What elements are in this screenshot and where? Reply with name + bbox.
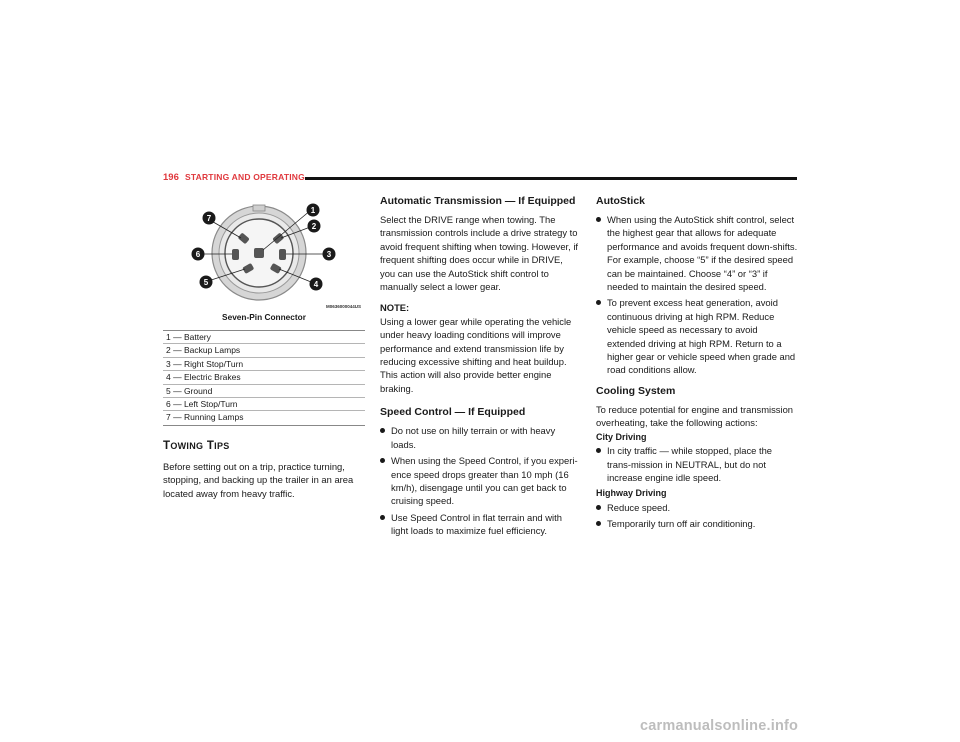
callout-5: 5 bbox=[203, 278, 209, 287]
figure-caption: Seven-Pin Connector bbox=[222, 312, 306, 322]
highway-driving-label: Highway Driving bbox=[596, 488, 667, 499]
bullet-icon bbox=[380, 515, 385, 520]
towing-tips-body: Before setting out on a trip, practice turning, stopping, and backing up the trailer in an area located away from heavy traffic. bbox=[163, 460, 354, 499]
legend-item: 1 — Battery bbox=[163, 331, 365, 344]
section-title: STARTING AND OPERATING bbox=[185, 172, 305, 182]
speed-control-list bbox=[380, 424, 580, 537]
highway-driving-list bbox=[596, 501, 798, 531]
pin-6 bbox=[232, 249, 239, 260]
list-item: Temporarily turn off air conditioning. bbox=[596, 517, 798, 530]
legend-item: 5 — Ground bbox=[163, 385, 365, 398]
autostick-heading: AutoStick bbox=[596, 195, 646, 207]
towing-tips-heading: TOWING TIPS bbox=[163, 439, 230, 452]
callout-1: 1 bbox=[310, 206, 316, 215]
watermark: carmanualsonline.info bbox=[640, 718, 799, 734]
bullet-icon bbox=[596, 448, 601, 453]
legend-item: 3 — Right Stop/Turn bbox=[163, 358, 365, 371]
bullet-icon bbox=[596, 300, 601, 305]
auto-trans-body: Select the DRIVE range when towing. The transmission controls include a drive strategy to avoid frequent shifting when towing. However, if frequent shifting does occur while in DRIVE, you can use the AutoStick shift control to manually select a lower gear. bbox=[380, 214, 579, 293]
list-item: To prevent excess heat generation, avoid continuous driving at high RPM. Reduce vehicle speed as necessary to avoid extended driving at high RPM. Return to a higher gear or vehicle speed when grade and road conditions allow. bbox=[596, 296, 798, 376]
seven-pin-connector-figure bbox=[163, 195, 365, 311]
connector-key-tab bbox=[253, 205, 265, 211]
page-number: 196 bbox=[163, 172, 179, 183]
list-item: Reduce speed. bbox=[596, 501, 798, 514]
callout-2: 2 bbox=[311, 222, 317, 231]
list-item: Use Speed Control in flat terrain and with light loads to maximize fuel efficiency. bbox=[380, 511, 580, 538]
callout-6: 6 bbox=[195, 250, 201, 259]
list-item: Do not use on hilly terrain or with heavy loads. bbox=[380, 424, 580, 451]
column-middle bbox=[380, 195, 580, 541]
note-label: NOTE: bbox=[380, 302, 410, 314]
bullet-icon bbox=[380, 458, 385, 463]
city-driving-label: City Driving bbox=[596, 431, 647, 442]
callout-4: 4 bbox=[313, 280, 319, 289]
seven-pin-connector-illustration bbox=[163, 195, 365, 311]
cooling-heading: Cooling System bbox=[596, 384, 676, 397]
bullet-icon bbox=[596, 521, 601, 526]
figure-code: M0636000044US bbox=[325, 304, 361, 309]
legend-item: 2 — Backup Lamps bbox=[163, 344, 365, 357]
list-item: When using the Speed Control, if you experi-ence speed drops greater than 10 mph (16 km/h), disengage until you can get back to cruising speed. bbox=[380, 454, 580, 508]
legend-item: 4 — Electric Brakes bbox=[163, 371, 365, 384]
legend-item: 6 — Left Stop/Turn bbox=[163, 398, 365, 411]
cooling-intro: To reduce potential for engine and transmission overheating, take the following actions: bbox=[596, 403, 793, 429]
pin-center bbox=[254, 248, 264, 258]
city-driving-list bbox=[596, 444, 798, 484]
list-item: In city traffic — while stopped, place the trans-mission in NEUTRAL, but do not increase engine idle speed. bbox=[596, 444, 798, 484]
pin-legend bbox=[163, 330, 365, 426]
column-left bbox=[163, 195, 365, 500]
legend-item: 7 — Running Lamps bbox=[166, 412, 244, 423]
list-item: When using the AutoStick shift control, select the highest gear that allows for adequate performance and avoids frequent down-shifts. For example, choose “5” if the desired speed can be maintained. Choose “4” or “3” if needed to maintain the desired speed. bbox=[596, 213, 798, 293]
column-right bbox=[596, 195, 798, 534]
pin-3 bbox=[279, 249, 286, 260]
note-body: Using a lower gear while operating the vehicle under heavy loading conditions will improve performance and extend transmission life by reducing excessive shifting and heat buildup. This action will also provide better engine braking. bbox=[380, 315, 572, 394]
bullet-icon bbox=[596, 505, 601, 510]
autostick-list bbox=[596, 213, 798, 377]
bullet-icon bbox=[596, 217, 601, 222]
callout-3: 3 bbox=[326, 250, 332, 259]
bullet-icon bbox=[380, 428, 385, 433]
auto-trans-heading: Automatic Transmission — If Equipped bbox=[380, 195, 576, 207]
speed-control-heading: Speed Control — If Equipped bbox=[380, 406, 526, 419]
header-rule bbox=[305, 177, 797, 180]
callout-7: 7 bbox=[206, 214, 212, 223]
page-header bbox=[163, 172, 797, 186]
